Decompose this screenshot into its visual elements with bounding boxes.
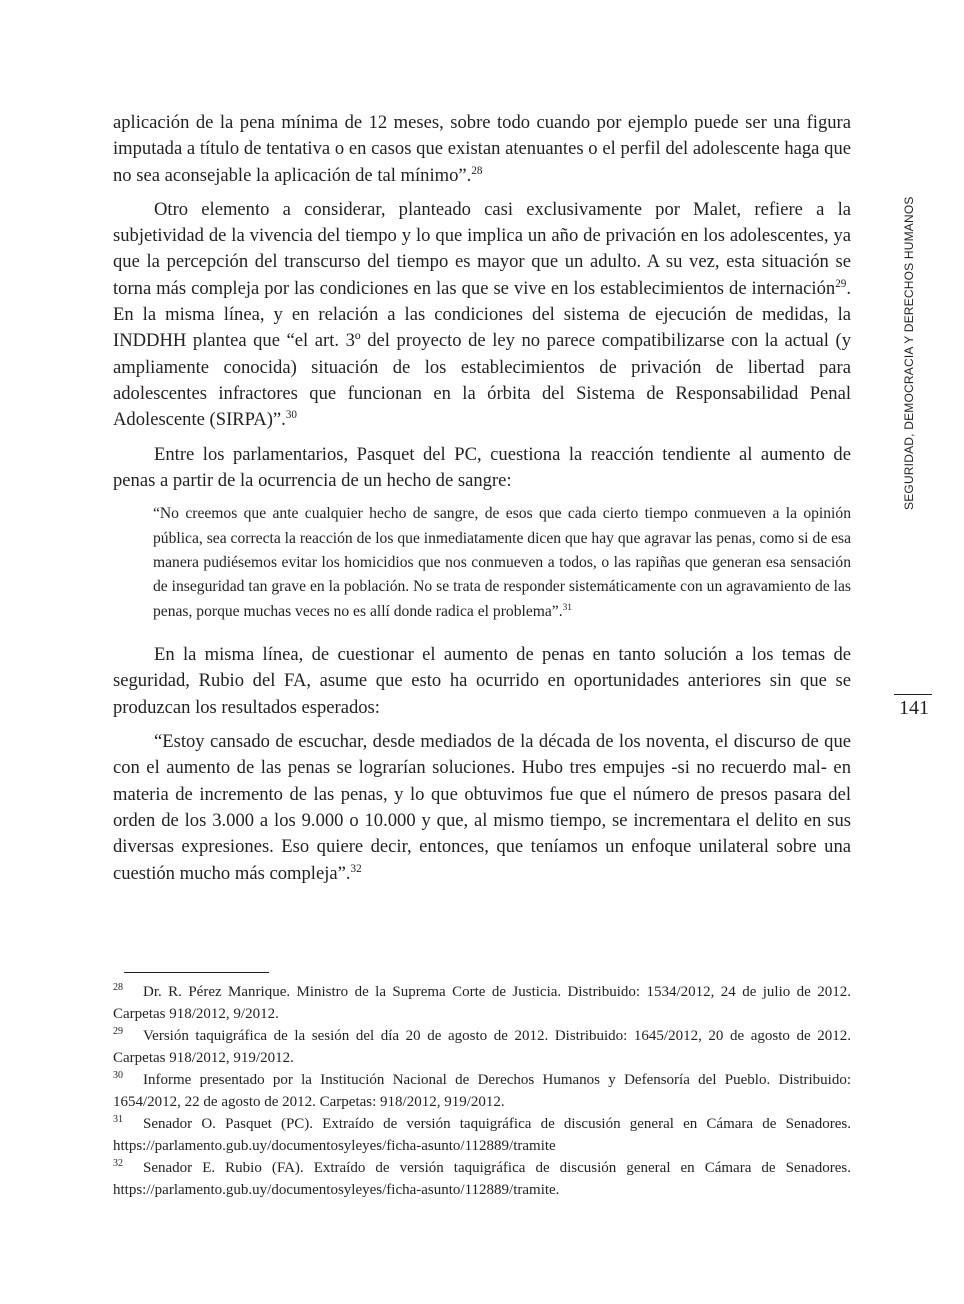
footnote-ref-30: 30 xyxy=(285,409,297,422)
footnotes xyxy=(113,981,851,1201)
footnote-ref-31: 31 xyxy=(562,602,572,613)
footnote-ref-32: 32 xyxy=(350,862,362,875)
main-text xyxy=(113,110,851,895)
footnote-ref-29: 29 xyxy=(835,277,847,290)
paragraph-4: En la misma línea, de cuestionar el aumento de penas en tanto solución a los temas de seguridad, Rubio del FA, asume que esto ha ocurrido en oportunidades anteriores sin que se produzcan los resultados esperados: xyxy=(113,644,851,718)
running-header-vertical: SEGURIDAD, DEMOCRACIA Y DERECHOS HUMANOS xyxy=(902,196,916,510)
paragraph-2: Otro elemento a considerar, planteado casi exclusivamente por Malet, refiere a la subjetividad de la vivencia del tiempo y lo que implica un año de privación en los adolescentes, ya que la percepción del transcurso del tiempo es mayor que un adulto. A su vez, esta situación se torna más compleja por las condiciones en las que se vive en los establecimientos de internación$^{29}$. En la misma línea, y en relación a las condiciones del sistema de ejecución de medidas, la INDDHH plantea que “el art. 3º del proyecto de ley no parece compatibilizarse con la actual (y ampliamente conocida) situación de los establecimientos de privación de libertad para adolescentes infractores que funcionan en la órbita del Sistema de Responsabilidad Penal Adolescente (SIRPA)”.$^{30}$ xyxy=(113,198,851,431)
page-number-rule xyxy=(894,694,932,695)
footnote-ref-28: 28 xyxy=(471,164,483,177)
paragraph-1: aplicación de la pena mínima de 12 meses, sobre todo cuando por ejemplo puede ser una figura imputada a título de tentativa o en casos que existan atenuantes o el perfil del adolescente haga que no sea aconsejable la aplicación de tal mínimo”.$^{28}$ xyxy=(113,112,851,186)
footnote-32: 32 Senador E. Rubio (FA). Extraído de versión taquigráfica de discusión general en Cámara de Senadores. https://parlamento.gub.uy/documentosyleyes/ficha-asunto/112889/tramite. xyxy=(113,1158,851,1198)
footnote-28: 28 Dr. R. Pérez Manrique. Ministro de la Suprema Corte de Justicia. Distribuido: 1534/2012, 24 de julio de 2012. Carpetas 918/2012, 9/2012. xyxy=(113,982,851,1022)
page-number: 141 xyxy=(899,697,929,719)
footnote-30: 30 Informe presentado por la Institución Nacional de Derechos Humanos y Defensoría del Pueblo. Distribuido: 1654/2012, 22 de agosto de 2012. Carpetas: 918/2012, 919/2012. xyxy=(113,1070,851,1110)
paragraph-5: “Estoy cansado de escuchar, desde mediados de la década de los noventa, el discurso de que con el aumento de las penas se lograrían soluciones. Hubo tres empujes -si no recuerdo mal- en materia de incremento de las penas, y lo que obtuvimos fue que el número de presos pasara del orden de los 3.000 a los 9.000 o 10.000 y que, al mismo tiempo, se incrementara el delito en sus diversas expresiones. Eso quiere decir, entonces, que teníamos un enfoque unilateral sobre una cuestión mucho más compleja”.$^{32}$ xyxy=(113,731,851,884)
footnote-29: 29 Versión taquigráfica de la sesión del día 20 de agosto de 2012. Distribuido: 1645/2012, 20 de agosto de 2012. Carpetas 918/2012, 919/2012. xyxy=(113,1026,851,1066)
block-quote: “No creemos que ante cualquier hecho de sangre, de esos que cada cierto tiempo conmueven a la opinión pública, sea correcta la reacción de los que inmediatamente dicen que hay que agravar las penas, como si de esa manera pudiésemos evitar los homicidios que nos conmueven a todos, o las rapiñas que generan esa sensación de inseguridad tan grave en la población. No se trata de responder sistemáticamente con un agravamiento de las penas, porque muchas veces no es allí donde radica el problema”.$^{31}$ xyxy=(153,505,851,620)
paragraph-3: Entre los parlamentarios, Pasquet del PC, cuestiona la reacción tendiente al aumento de penas a partir de la ocurrencia de un hecho de sangre: xyxy=(113,443,851,491)
footnote-divider xyxy=(124,972,269,973)
footnote-31: 31 Senador O. Pasquet (PC). Extraído de versión taquigráfica de discusión general en Cámara de Senadores. https://parlamento.gub.uy/documentosyleyes/ficha-asunto/112889/tramite xyxy=(113,1114,851,1154)
